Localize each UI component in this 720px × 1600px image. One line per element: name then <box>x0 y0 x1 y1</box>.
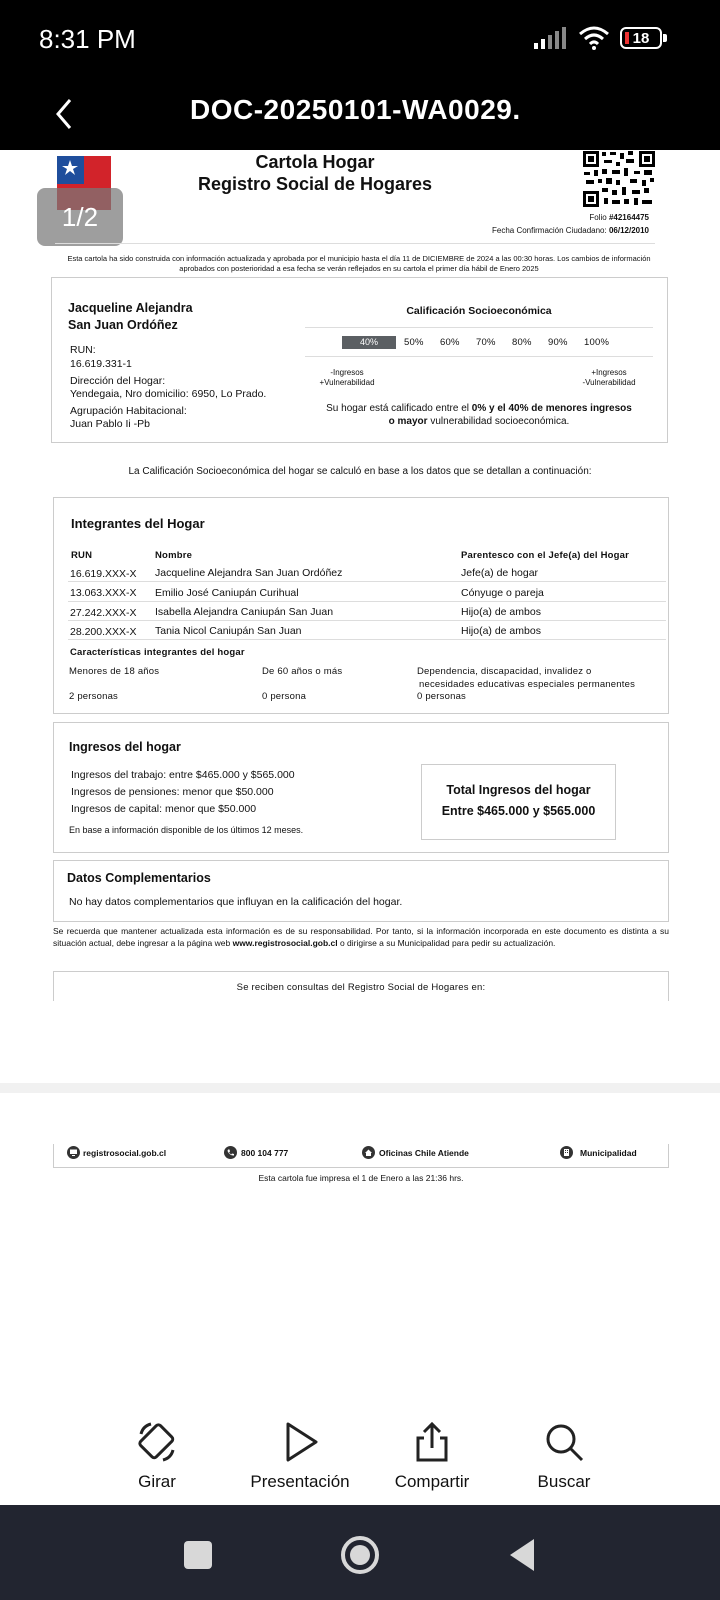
table-row-parentesco: Hijo(a) de ambos <box>461 625 541 637</box>
car-label-dependencia-2: necesidades educativas especiales permanentes <box>419 679 636 690</box>
share-icon <box>410 1420 454 1464</box>
left-note-2: +Vulnerabilidad <box>319 378 375 387</box>
contact-web: registrosocial.gob.cl <box>67 1146 166 1159</box>
recents-icon[interactable] <box>182 1539 214 1571</box>
car-label-dependencia-1: Dependencia, discapacidad, invalidez o <box>417 666 592 677</box>
total-ingresos-title: Total Ingresos del hogar <box>446 783 591 797</box>
calificacion-summary: Su hogar está calificado entre el 0% y el 40% de menores ingresos o mayor vulnerabilidad socioeconómica. <box>326 403 632 427</box>
contact-chile-atiende: Oficinas Chile Atiende <box>362 1146 469 1159</box>
level-100: 100% <box>584 337 610 348</box>
level-40: 40% <box>359 337 378 347</box>
integrantes-title: Integrantes del Hogar <box>71 516 205 531</box>
table-row-run: 13.063.XXX-X <box>70 587 137 599</box>
bottom-toolbar <box>0 1380 720 1500</box>
ingresos-note: En base a información disponible de los últimos 12 meses. <box>69 825 304 835</box>
calc-note: La Calificación Socioeconómica del hogar se calculó en base a los datos que se detallan a continuación: <box>128 466 592 477</box>
level-90: 90% <box>548 337 568 348</box>
table-row-parentesco: Hijo(a) de ambos <box>461 606 541 618</box>
battery-level: 18 <box>632 29 650 47</box>
table-row-run: 28.200.XXX-X <box>70 626 137 638</box>
address-value: Yendegaia, Nro domicilio: 6950, Lo Prado. <box>70 388 267 400</box>
contact-phone: 800 104 777 <box>224 1146 288 1159</box>
phone-icon <box>224 1146 237 1159</box>
group-label: Agrupación Habitacional: <box>70 405 187 417</box>
printed-note: Esta cartola fue impresa el 1 de Enero a las 21:36 hrs. <box>258 1173 464 1183</box>
home-icon <box>362 1146 375 1159</box>
left-note-1: -Ingresos <box>330 368 364 377</box>
total-ingresos-value: Entre $465.000 y $565.000 <box>441 804 596 818</box>
doc-subtitle: Registro Social de Hogares <box>197 174 433 194</box>
page-indicator: 1/2 <box>37 188 123 246</box>
person-name-1: Jacqueline Alejandra <box>68 301 193 315</box>
car-value-menores: 2 personas <box>69 691 119 702</box>
caracteristicas-title: Características integrantes del hogar <box>70 647 245 658</box>
building-icon <box>560 1146 573 1159</box>
table-row-nombre: Isabella Alejandra Caniupán San Juan <box>155 606 334 618</box>
group-value: Juan Pablo Ii -Pb <box>70 418 150 430</box>
complementarios-panel <box>53 860 669 922</box>
header-run: RUN <box>71 550 93 561</box>
complementarios-title: Datos Complementarios <box>67 871 211 885</box>
car-label-menores: Menores de 18 años <box>69 666 160 677</box>
navigation-bar <box>0 1505 720 1600</box>
registro-link[interactable]: www.registrosocial.gob.cl <box>232 938 338 948</box>
level-60: 60% <box>440 337 460 348</box>
level-70: 70% <box>476 337 496 348</box>
signal-icon <box>534 27 568 49</box>
document-title: DOC-20250101-WA0029. <box>190 94 521 125</box>
ingresos-title: Ingresos del hogar <box>69 740 181 754</box>
back-nav-icon[interactable] <box>506 1537 538 1573</box>
reminder-note: Se recuerda que mantener actualizada esta información es de su responsabilidad. Por tanto, si la información incorporada en este documento es distinta a su situación actual, debe ingresar a la página web www.registrosocial.gob.cl o dirigirse a su Municipalidad para pedir su actualización. <box>53 926 669 948</box>
search-icon <box>542 1420 586 1464</box>
table-row-nombre: Emilio José Caniupán Curihual <box>155 587 299 599</box>
battery-icon <box>620 27 662 49</box>
run-value: 16.619.331-1 <box>70 358 132 370</box>
ingresos-capital: Ingresos de capital: menor que $50.000 <box>71 803 257 815</box>
level-50: 50% <box>404 337 424 348</box>
status-time: 8:31 PM <box>39 24 136 54</box>
page-separator <box>0 1083 720 1093</box>
fecha-confirmacion: Fecha Confirmación Ciudadano: 06/12/2010 <box>491 226 649 235</box>
document-page[interactable] <box>0 150 720 1090</box>
rotate-button[interactable]: Girar <box>87 1420 227 1492</box>
doc-title: Cartola Hogar <box>255 152 375 172</box>
total-ingresos-box <box>421 764 616 840</box>
table-row-run: 27.242.XXX-X <box>70 607 137 619</box>
run-label: RUN: <box>70 344 96 356</box>
table-row-parentesco: Jefe(a) de hogar <box>461 567 539 579</box>
consultas-text: Se reciben consultas del Registro Social de Hogares en: <box>236 982 486 993</box>
search-button[interactable]: Buscar <box>494 1420 634 1492</box>
table-row-nombre: Jacqueline Alejandra San Juan Ordóñez <box>155 567 343 579</box>
header-nombre: Nombre <box>155 550 193 561</box>
right-note-2: -Vulnerabilidad <box>582 378 636 387</box>
ingresos-trabajo: Ingresos del trabajo: entre $465.000 y $565.000 <box>71 769 295 781</box>
person-name-2: San Juan Ordóñez <box>68 318 178 332</box>
status-icons <box>534 26 662 50</box>
header-parentesco: Parentesco con el Jefe(a) del Hogar <box>461 550 630 561</box>
intro-note: Esta cartola ha sido construida con información actualizada y aprobada por el municipio hasta el día 11 de DICIEMBRE de 2024 a las 00:30 horas. Los cambios de información aprobados con posterioridad a esa fecha se verán reflejados en su cartola el primer día hábil de Enero 2025 <box>67 254 651 273</box>
table-row-nombre: Tania Nicol Caniupán San Juan <box>155 625 302 637</box>
car-value-60: 0 persona <box>262 691 307 702</box>
qr-code <box>582 150 656 208</box>
level-80: 80% <box>512 337 532 348</box>
table-row-run: 16.619.XXX-X <box>70 568 137 580</box>
share-button[interactable]: Compartir <box>362 1420 502 1492</box>
status-bar <box>0 0 720 80</box>
address-label: Dirección del Hogar: <box>70 375 166 387</box>
contact-municipalidad: Municipalidad <box>560 1146 637 1159</box>
table-row-parentesco: Cónyuge o pareja <box>461 587 544 599</box>
right-note-1: +Ingresos <box>591 368 627 377</box>
back-arrow-icon[interactable] <box>50 94 80 134</box>
complementarios-text: No hay datos complementarios que influyan en la calificación del hogar. <box>69 896 403 908</box>
calificacion-title: Calificación Socioeconómica <box>406 305 552 317</box>
present-button[interactable]: Presentación <box>230 1420 370 1492</box>
wifi-icon <box>578 26 610 50</box>
car-value-dependencia: 0 personas <box>417 691 467 702</box>
document-titlebar <box>0 80 720 150</box>
play-icon <box>278 1420 322 1464</box>
computer-icon <box>67 1146 80 1159</box>
rotate-icon <box>135 1420 179 1464</box>
home-button-icon[interactable] <box>340 1535 380 1575</box>
ingresos-pensiones: Ingresos de pensiones: menor que $50.000 <box>71 786 274 798</box>
car-label-60: De 60 años o más <box>262 666 343 677</box>
folio: Folio #42164475 <box>589 213 649 222</box>
